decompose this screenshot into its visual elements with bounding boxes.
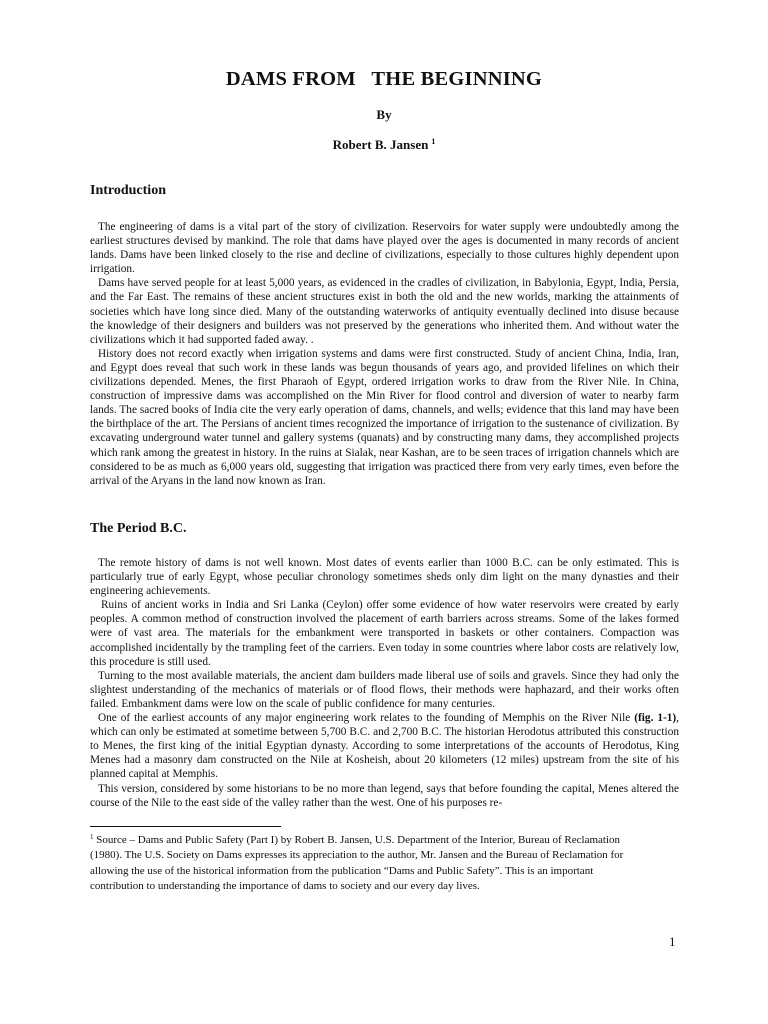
paragraph: This version, considered by some historians to be no more than legend, says that before founding the capital, Menes altered the course of the Nile to the east side of the valley rather than the west. One of his purposes re- xyxy=(90,782,679,809)
paragraph-text: , which can only be estimated at sometime between 5,700 B.C. and 2,700 B.C. The historian Herodotus attributed this construction to Menes, the first king of the initial Egyptian dynasty. According to some interpretations of the accounts of Herodotus, King Menes had a masonry dam constructed on the Nile at Kosheish, about 20 kilometers (12 miles) upstream from the site of his planned capital at Memphis. xyxy=(90,712,679,781)
author-footnote-mark: 1 xyxy=(431,137,436,146)
author-name: Robert B. Jansen xyxy=(332,137,429,152)
footnote-mark: 1 xyxy=(90,833,94,841)
author-line xyxy=(0,137,768,153)
section-body-period-bc xyxy=(90,556,679,810)
section-body-introduction xyxy=(90,220,679,488)
paragraph-text: One of the earliest accounts of any major engineering work relates to the founding of Memphis on the River Nile xyxy=(98,712,631,725)
by-line: By xyxy=(376,107,392,122)
footnote-divider xyxy=(90,826,281,827)
footnote xyxy=(90,830,642,895)
paragraph xyxy=(90,711,679,781)
section-heading-introduction: Introduction xyxy=(90,183,166,198)
paragraph: The remote history of dams is not well known. Most dates of events earlier than 1000 B.C. can be only estimated. This is particularly true of early Egypt, whose peculiar chronology sometimes sheds only dim light on the many dynasties and their engineering achievements. xyxy=(90,557,679,598)
section-heading-period-bc: The Period B.C. xyxy=(90,521,187,536)
paragraph: Dams have served people for at least 5,000 years, as evidenced in the cradles of civilization, in Babylonia, Egypt, India, Persia, and the Far East. The remains of these ancient structures exist in both the old and the new worlds, marking the attainments of societies which have long since died. Many of the outstanding waterworks of antiquity eventually declined into disuse because the knowledge of their designers and builders was not preserved by the generations who inherited them. And without water the civilizations which it had supported faded away. . xyxy=(90,277,679,346)
document-title: DAMS FROM THE BEGINNING xyxy=(225,68,543,90)
paragraph: Turning to the most available materials, the ancient dam builders made liberal use of soils and gravels. Since they had only the slightest understanding of the mechanics of materials or of flood flows, their methods were haphazard, and their works often failed. Embankment dams were low on the scale of public confidence for many centuries. xyxy=(90,669,679,710)
page-number: 1 xyxy=(669,934,676,949)
paragraph: Ruins of ancient works in India and Sri Lanka (Ceylon) offer some evidence of how water reservoirs were created by early peoples. A common method of construction involved the placement of earth barriers across streams. Some of the lakes formed were of vast area. The materials for the embankment were transported in baskets or other containers. Compaction was accomplished incidentally by the trampling feet of the carriers. Even today in some countries where labor costs are relatively low, this procedure is still used. xyxy=(90,599,679,668)
paragraph: History does not record exactly when irrigation systems and dams were first constructed. Study of ancient China, India, Iran, and Egypt does reveal that such work in these lands was begun thousands of years ago, and provided lifelines on which their civilizations depended. Menes, the first Pharaoh of Egypt, ordered irrigation works to draw from the River Nile. In China, construction of impressive dams was accomplished on the Min River for flood control and diversion of water to nearby farm lands. The sacred books of India cite the very early operation of dams, channels, and wells; evidence that this land may have been the birthplace of the art. The Persians of ancient times recognized the importance of irrigation to the sustenance of civilization. By excavating underground water tunnel and gallery systems (quanats) and by constructing many dams, they accomplished projects which rank among the greatest in history. In the ruins at Sialak, near Kashan, are to be seen traces of irrigation channels which are considered to be as much as 6,000 years old, suggesting that irrigation was practiced there from very early times, even before the arrival of the Aryans in the land now known as Iran. xyxy=(90,347,679,487)
figure-reference: (fig. 1-1) xyxy=(634,712,677,725)
footnote-text: Source – Dams and Public Safety (Part I) by Robert B. Jansen, U.S. Department of the Interior, Bureau of Reclamation (1980). The U.S. Society on Dams expresses its appreciation to the author, Mr. Jansen and the Bureau of Reclamation for allowing the use of the historical information from the publication “Dams and Public Safety”. This is an important contribution to understanding the importance of dams to society and our every day lives. xyxy=(90,834,624,893)
paragraph: The engineering of dams is a vital part of the story of civilization. Reservoirs for water supply were undoubtedly among the earliest structures devised by mankind. The role that dams have played over the ages is documented in many records of ancient lands. Dams have been linked closely to the rise and decline of civilizations, especially to those cultures highly dependent upon irrigation. xyxy=(90,221,679,276)
